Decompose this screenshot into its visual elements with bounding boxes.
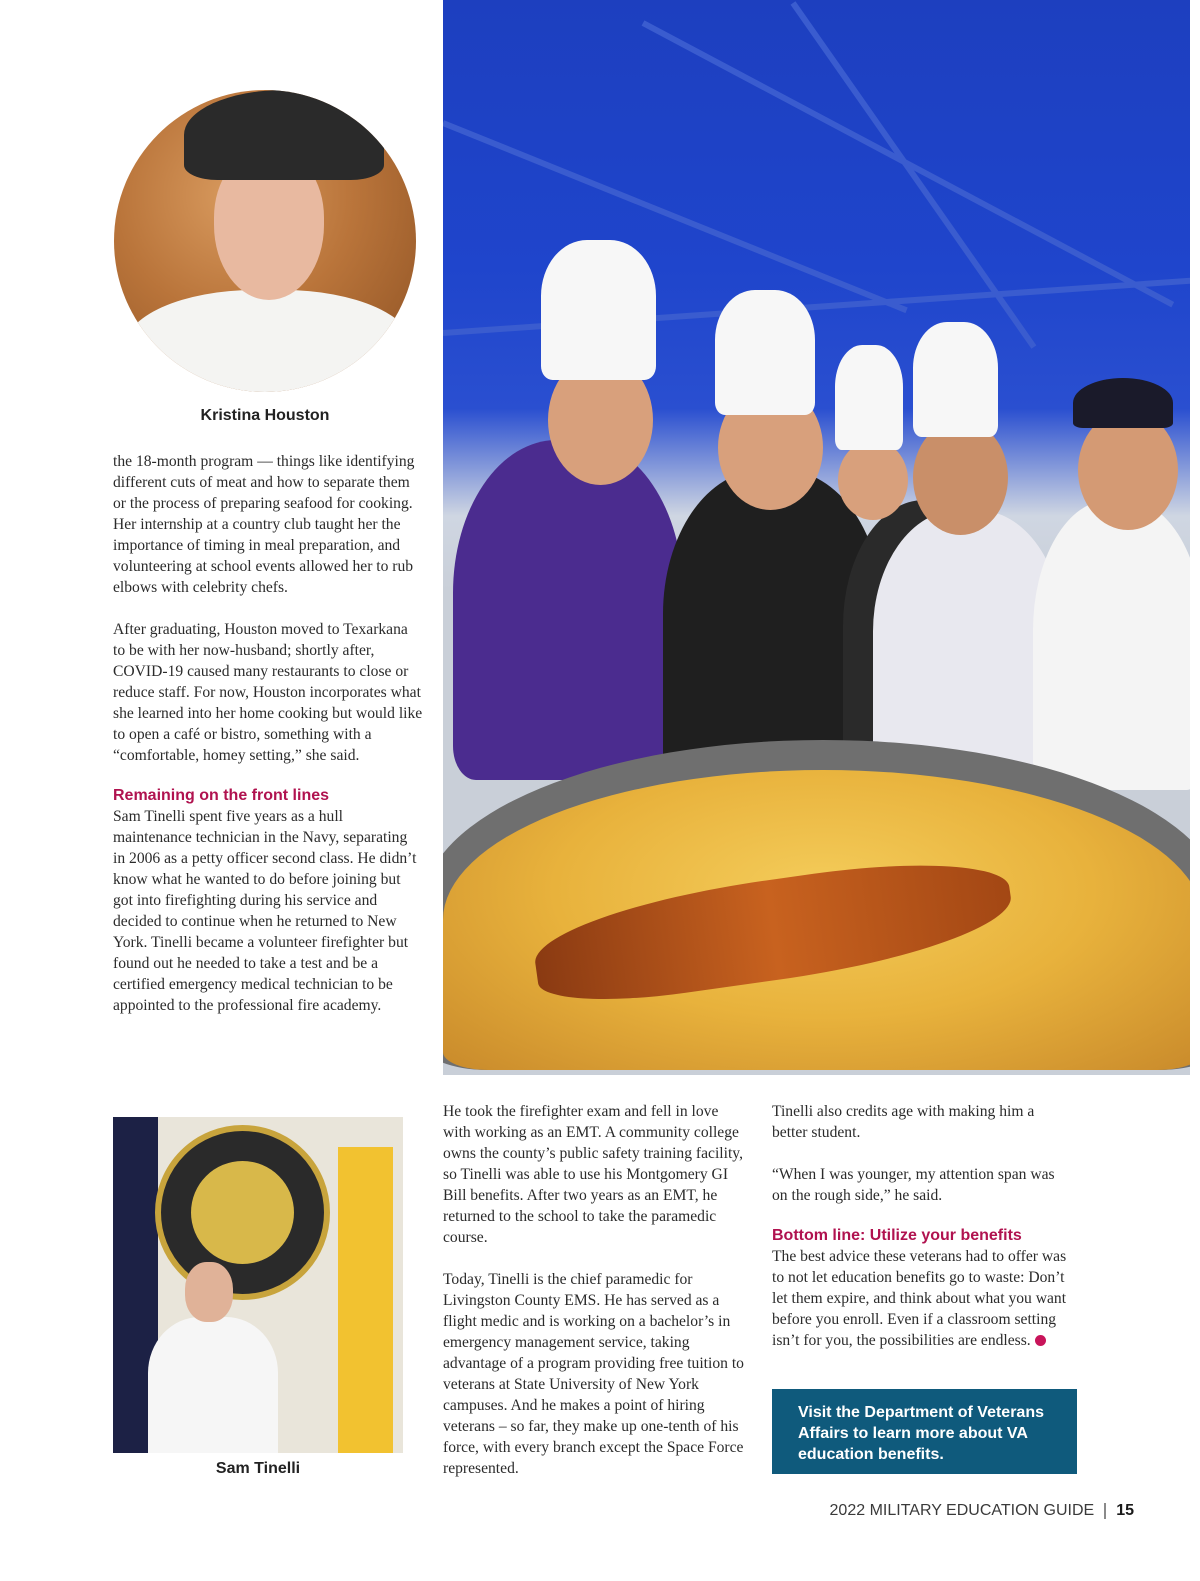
middle-paragraph-1: He took the firefighter exam and fell in love with working as an EMT. A community college owns the county’s public safety training facility, so Tinelli was able to use his Montgomery GI Bill benefits. After two years as an EMT, he returned to the school to take the paramedic course. (443, 1103, 743, 1246)
end-mark-icon (1035, 1335, 1046, 1346)
right-paragraph-3 (772, 1246, 1072, 1351)
middle-column-text (443, 1101, 748, 1479)
sam-tinelli-photo (113, 1117, 403, 1453)
right-column-text (772, 1101, 1072, 1351)
page-number: 15 (1116, 1502, 1134, 1519)
right-paragraph-3-text: The best advice these veterans had to offer was to not let education benefits go to waste: Don’t let them expire, and think about what you want before you enroll. Even if a classroom setting isn’t for you, the possibilities are endless. (772, 1248, 1067, 1349)
section-heading-bottom-line: Bottom line: Utilize your benefits (772, 1227, 1022, 1244)
kristina-houston-portrait (114, 90, 416, 392)
va-benefits-callout-text: Visit the Department of Veterans Affairs to learn more about VA education benefits. (798, 1404, 1044, 1463)
right-paragraph-1: Tinelli also credits age with making him a better student. (772, 1103, 1035, 1141)
left-paragraph-3: Sam Tinelli spent five years as a hull maintenance technician in the Navy, separating in 2006 as a petty officer second class. He didn’t know what he wanted to do before joining but got into firefighting during his service and decided to continue when he returned to New York. Tinelli became a volunteer firefighter but found out he needed to take a test and be a certified emergency medical technician to be appointed to the professional fire academy. (113, 808, 417, 1014)
left-column-text (113, 451, 423, 1016)
section-heading-front-lines: Remaining on the front lines (113, 787, 330, 804)
publication-title: 2022 MILITARY EDUCATION GUIDE (829, 1502, 1095, 1519)
va-benefits-callout (772, 1389, 1077, 1474)
right-paragraph-2: “When I was younger, my attention span was on the rough side,” he said. (772, 1166, 1055, 1204)
left-paragraph-1: the 18-month program — things like identifying different cuts of meat and how to separate them or the process of preparing seafood for cooking. Her internship at a country club taught her the importance of timing in meal preparation, and volunteering at school events allowed her to rub elbows with celebrity chefs. (113, 453, 415, 596)
footer-divider (1104, 1503, 1106, 1519)
photo-caption: Sam Tinelli (215, 1460, 301, 1477)
middle-paragraph-2: Today, Tinelli is the chief paramedic for Livingston County EMS. He has served as a flight medic and is working on a bachelor’s in emergency management service, taking advantage of a program providing free tuition to veterans at State University of New York campuses. And he makes a point of hiring veterans – so far, they make up one-tenth of his force, with every branch except the Space Force represented. (443, 1271, 744, 1477)
portrait-caption: Kristina Houston (200, 407, 330, 424)
left-paragraph-2: After graduating, Houston moved to Texarkana to be with her now-husband; shortly after, COVID-19 caused many restaurants to close or reduce staff. For now, Houston incorporates what she learned into her home cooking but would like to open a café or bistro, something with a “comfortable, homey setting,” she said. (113, 621, 423, 764)
page-footer (830, 1500, 1134, 1522)
paella-chefs-photo (443, 0, 1190, 1075)
